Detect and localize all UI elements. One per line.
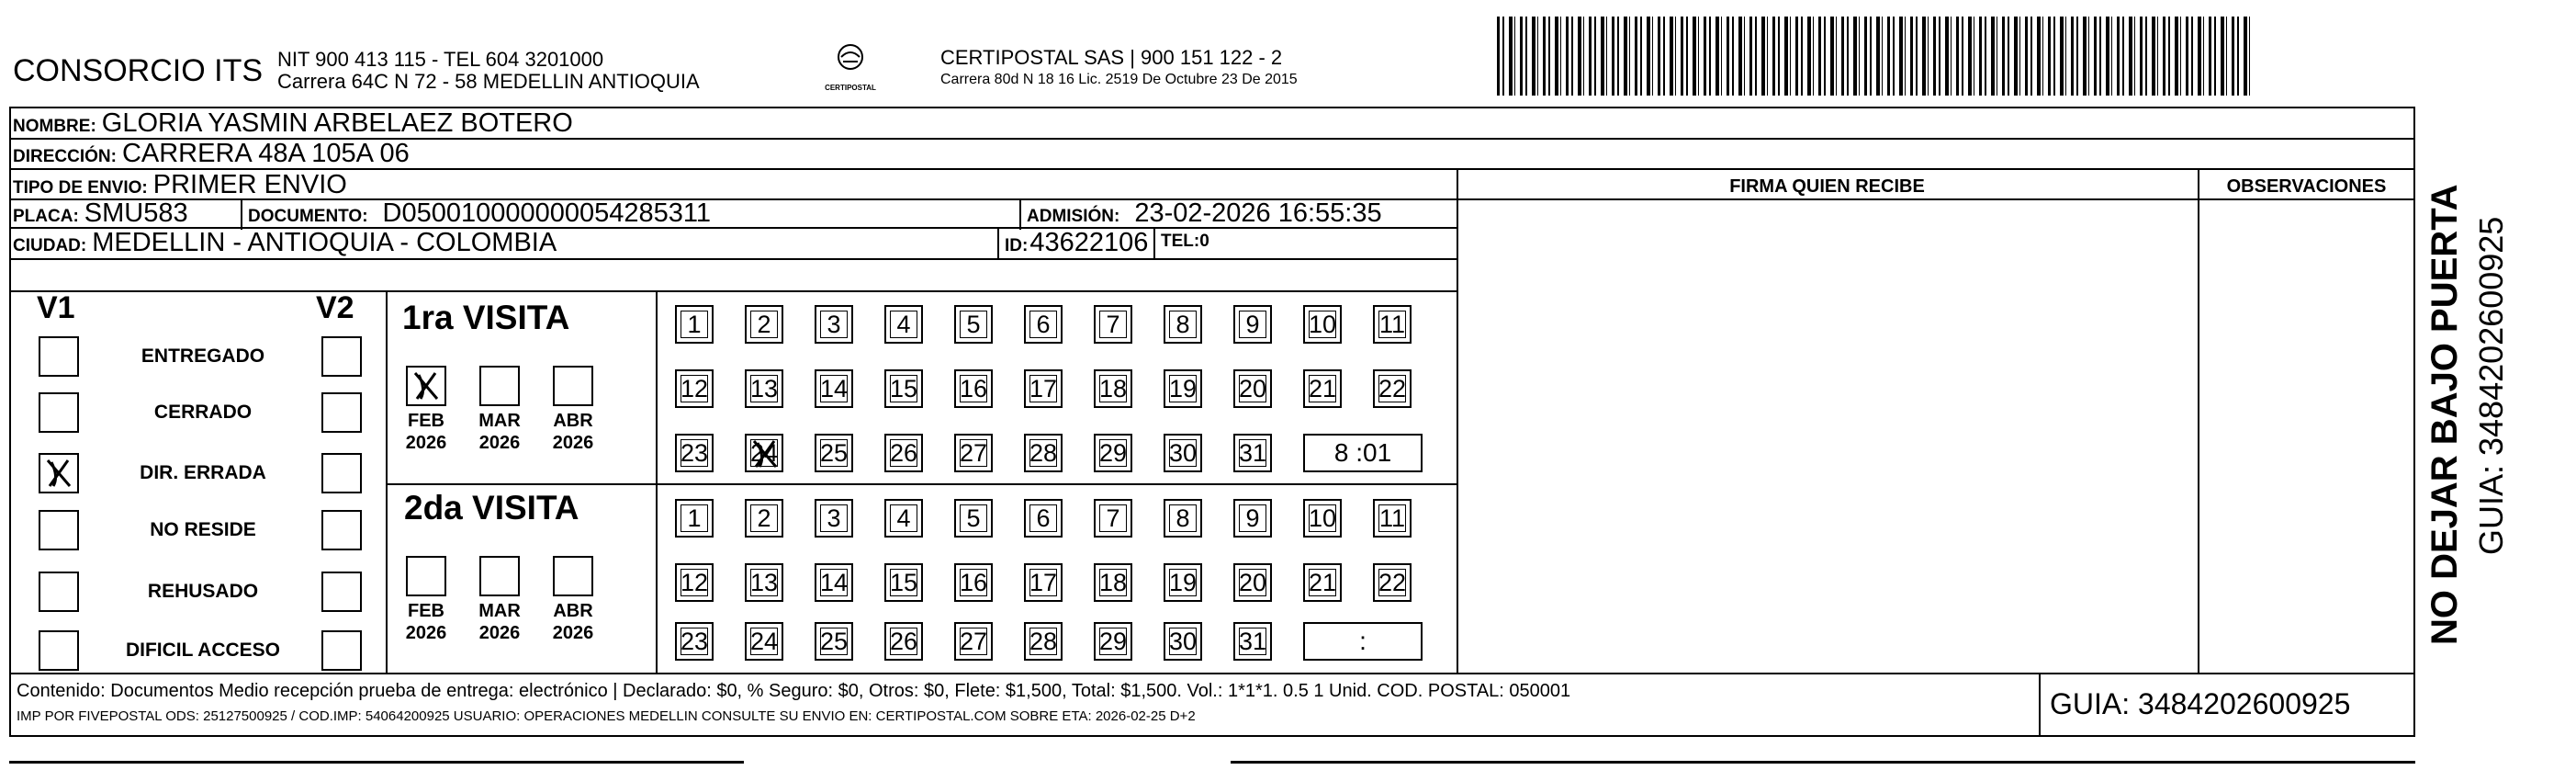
ciudad-label: CIUDAD: bbox=[13, 236, 87, 255]
firma-label: FIRMA QUIEN RECIBE bbox=[1729, 176, 1925, 197]
documento-label: DOCUMENTO: bbox=[248, 207, 368, 226]
day-box[interactable]: 12 bbox=[675, 563, 714, 602]
day-box[interactable]: 25 bbox=[815, 434, 853, 472]
day-box[interactable]: 10 bbox=[1303, 499, 1342, 538]
second-visit-title: 2da VISITA bbox=[404, 489, 579, 527]
day-box[interactable]: 11 bbox=[1373, 305, 1412, 344]
tel-label: TEL: bbox=[1161, 232, 1200, 251]
day-box[interactable]: 11 bbox=[1373, 499, 1412, 538]
day-box[interactable]: 5 bbox=[954, 305, 993, 344]
day-box[interactable]: 14 bbox=[815, 563, 853, 602]
day-box[interactable]: 31 bbox=[1233, 622, 1272, 661]
day-box[interactable]: 16 bbox=[954, 369, 993, 408]
first-visit-title: 1ra VISITA bbox=[402, 299, 570, 336]
day-box[interactable]: 19 bbox=[1164, 369, 1202, 408]
v2-checkbox[interactable] bbox=[321, 630, 362, 671]
day-box[interactable]: 21 bbox=[1303, 369, 1342, 408]
month-year: 2026 bbox=[478, 433, 521, 453]
day-box[interactable]: 29 bbox=[1094, 622, 1132, 661]
footer-imp-line: IMP POR FIVEPOSTAL ODS: 25127500925 / COD.IMP: 54064200925 USUARIO: OPERACIONES MEDELLIN CONSULTE SU ENVIO EN: CERTIPOSTAL.COM SOBRE ETA: 2026-02-25 D+2 bbox=[17, 708, 1196, 724]
month-name: FEB bbox=[408, 601, 444, 621]
status-label: REHUSADO bbox=[147, 581, 259, 602]
observaciones-label: OBSERVACIONES bbox=[2226, 176, 2387, 197]
nit-line: NIT 900 413 115 - TEL 604 3201000 bbox=[277, 48, 604, 71]
day-box[interactable]: 25 bbox=[815, 622, 853, 661]
day-box[interactable]: 5 bbox=[954, 499, 993, 538]
day-box[interactable]: 20 bbox=[1233, 563, 1272, 602]
day-box[interactable]: 18 bbox=[1094, 369, 1132, 408]
month-checkbox[interactable] bbox=[406, 366, 446, 406]
day-box[interactable]: 3 bbox=[815, 499, 853, 538]
day-box[interactable]: 21 bbox=[1303, 563, 1342, 602]
day-box[interactable]: 30 bbox=[1164, 622, 1202, 661]
id-value: 43622106 bbox=[1029, 228, 1149, 257]
placa-value: SMU583 bbox=[84, 198, 188, 228]
id-label: ID: bbox=[1005, 236, 1029, 255]
day-box[interactable]: 13 bbox=[745, 563, 783, 602]
v1-checkbox[interactable] bbox=[39, 510, 79, 550]
day-box[interactable]: 7 bbox=[1094, 305, 1132, 344]
v2-checkbox[interactable] bbox=[321, 453, 362, 493]
month-checkbox[interactable] bbox=[553, 366, 593, 406]
day-box[interactable]: 22 bbox=[1373, 369, 1412, 408]
month-checkbox[interactable] bbox=[406, 556, 446, 596]
cert-line2: Carrera 80d N 18 16 Lic. 2519 De Octubre 23 De 2015 bbox=[940, 72, 1298, 87]
status-label: NO RESIDE bbox=[150, 519, 256, 540]
v1-checkbox[interactable] bbox=[39, 572, 79, 612]
month-label bbox=[399, 600, 454, 644]
admision-label: ADMISIÓN: bbox=[1027, 207, 1120, 226]
day-box[interactable]: 6 bbox=[1024, 499, 1063, 538]
status-label: CERRADO bbox=[153, 402, 253, 423]
month-year: 2026 bbox=[405, 623, 447, 643]
day-box[interactable]: 14 bbox=[815, 369, 853, 408]
status-label: DIR. ERRADA bbox=[140, 462, 266, 483]
month-label bbox=[546, 600, 601, 644]
check-mark-icon bbox=[408, 368, 444, 404]
month-name: MAR bbox=[478, 601, 521, 621]
month-checkbox[interactable] bbox=[553, 556, 593, 596]
nombre-value: GLORIA YASMIN ARBELAEZ BOTERO bbox=[101, 108, 573, 138]
day-box[interactable]: 1 bbox=[675, 305, 714, 344]
day-box[interactable]: 22 bbox=[1373, 563, 1412, 602]
day-box[interactable]: 9 bbox=[1233, 499, 1272, 538]
day-box[interactable]: 28 bbox=[1024, 434, 1063, 472]
day-box[interactable]: 15 bbox=[884, 563, 923, 602]
day-box[interactable]: 18 bbox=[1094, 563, 1132, 602]
v2-checkbox[interactable] bbox=[321, 392, 362, 433]
day-box[interactable]: 1 bbox=[675, 499, 714, 538]
month-label bbox=[546, 410, 601, 454]
day-box[interactable]: 23 bbox=[675, 434, 714, 472]
side-notice: NO DEJAR BAJO PUERTA bbox=[2424, 184, 2465, 645]
month-name: FEB bbox=[408, 411, 444, 431]
day-box[interactable]: 12 bbox=[675, 369, 714, 408]
bottom-rule bbox=[9, 761, 744, 764]
footer-content-line: Contenido: Documentos Medio recepción prueba de entrega: electrónico | Declarado: $0, % Seguro: $0, Otros: $0, Flete: $1,500, Total: $1,500. Vol.: 1*1*1. 0.5 1 Unid. COD. POSTAL: 050001 bbox=[17, 681, 1571, 701]
check-mark-icon bbox=[40, 455, 77, 492]
day-box[interactable]: 7 bbox=[1094, 499, 1132, 538]
day-box[interactable]: 13 bbox=[745, 369, 783, 408]
day-box[interactable]: 28 bbox=[1024, 622, 1063, 661]
month-checkbox[interactable] bbox=[479, 366, 520, 406]
month-year: 2026 bbox=[552, 623, 594, 643]
v1-checkbox[interactable] bbox=[39, 630, 79, 671]
documento-value: D050010000000054285311 bbox=[382, 198, 712, 228]
day-box[interactable]: 3 bbox=[815, 305, 853, 344]
month-name: MAR bbox=[478, 411, 521, 431]
day-box[interactable]: 4 bbox=[884, 499, 923, 538]
time-field[interactable]: 8 :01 bbox=[1303, 434, 1423, 472]
day-box[interactable]: 24 bbox=[745, 434, 783, 472]
v2-checkbox[interactable] bbox=[321, 336, 362, 377]
v1-label: V1 bbox=[37, 290, 75, 325]
time-field[interactable]: : bbox=[1303, 622, 1423, 661]
side-guia: GUIA: 3484202600925 bbox=[2472, 216, 2510, 555]
v1-checkbox[interactable] bbox=[39, 336, 79, 377]
barcode bbox=[1497, 17, 2250, 96]
month-name: ABR bbox=[553, 601, 593, 621]
tel-value: 0 bbox=[1199, 232, 1209, 251]
day-box[interactable]: 8 bbox=[1164, 499, 1202, 538]
day-box[interactable]: 17 bbox=[1024, 369, 1063, 408]
day-box[interactable]: 27 bbox=[954, 622, 993, 661]
month-label bbox=[472, 600, 527, 644]
day-box[interactable]: 15 bbox=[884, 369, 923, 408]
certipostal-logo-icon bbox=[814, 42, 887, 79]
day-box[interactable]: 9 bbox=[1233, 305, 1272, 344]
day-box[interactable]: 24 bbox=[745, 622, 783, 661]
day-box[interactable]: 16 bbox=[954, 563, 993, 602]
status-label: ENTREGADO bbox=[141, 345, 265, 367]
day-box[interactable]: 2 bbox=[745, 499, 783, 538]
day-box[interactable]: 8 bbox=[1164, 305, 1202, 344]
day-box[interactable]: 26 bbox=[884, 434, 923, 472]
tipo-value: PRIMER ENVIO bbox=[152, 170, 347, 199]
direccion-value: CARRERA 48A 105A 06 bbox=[121, 139, 410, 168]
day-box[interactable]: 20 bbox=[1233, 369, 1272, 408]
ciudad-value: MEDELLIN - ANTIOQUIA - COLOMBIA bbox=[92, 228, 557, 257]
month-label bbox=[472, 410, 527, 454]
month-year: 2026 bbox=[552, 433, 594, 453]
day-box[interactable]: 26 bbox=[884, 622, 923, 661]
address-line: Carrera 64C N 72 - 58 MEDELLIN ANTIOQUIA bbox=[277, 70, 700, 93]
status-label: DIFICIL ACCESO bbox=[125, 640, 280, 661]
day-box[interactable]: 6 bbox=[1024, 305, 1063, 344]
month-label bbox=[399, 410, 454, 454]
v2-checkbox[interactable] bbox=[321, 510, 362, 550]
bottom-rule-2 bbox=[1231, 761, 2415, 764]
company-name: CONSORCIO ITS bbox=[13, 53, 264, 88]
check-mark-icon bbox=[747, 436, 783, 472]
day-box[interactable]: 2 bbox=[745, 305, 783, 344]
day-box[interactable]: 23 bbox=[675, 622, 714, 661]
day-box[interactable]: 10 bbox=[1303, 305, 1342, 344]
v2-checkbox[interactable] bbox=[321, 572, 362, 612]
admision-value: 23-02-2026 16:55:35 bbox=[1134, 198, 1382, 228]
day-box[interactable]: 31 bbox=[1233, 434, 1272, 472]
direccion-label: DIRECCIÓN: bbox=[13, 147, 117, 166]
footer-guia: GUIA: 3484202600925 bbox=[2050, 687, 2351, 720]
day-box[interactable]: 17 bbox=[1024, 563, 1063, 602]
day-box[interactable]: 29 bbox=[1094, 434, 1132, 472]
month-year: 2026 bbox=[478, 623, 521, 643]
logo-text: CERTIPOSTAL bbox=[825, 84, 876, 92]
day-box[interactable]: 27 bbox=[954, 434, 993, 472]
nombre-label: NOMBRE: bbox=[13, 117, 96, 136]
day-box[interactable]: 30 bbox=[1164, 434, 1202, 472]
month-name: ABR bbox=[553, 411, 593, 431]
v2-label: V2 bbox=[316, 290, 354, 325]
month-year: 2026 bbox=[405, 433, 447, 453]
certipostal-logo bbox=[814, 42, 887, 99]
month-checkbox[interactable] bbox=[479, 556, 520, 596]
day-box[interactable]: 4 bbox=[884, 305, 923, 344]
day-box[interactable]: 19 bbox=[1164, 563, 1202, 602]
v1-checkbox[interactable] bbox=[39, 453, 79, 493]
v1-checkbox[interactable] bbox=[39, 392, 79, 433]
placa-label: PLACA: bbox=[13, 207, 79, 226]
cert-line1: CERTIPOSTAL SAS | 900 151 122 - 2 bbox=[940, 46, 1283, 69]
tipo-label: TIPO DE ENVIO: bbox=[13, 178, 148, 198]
